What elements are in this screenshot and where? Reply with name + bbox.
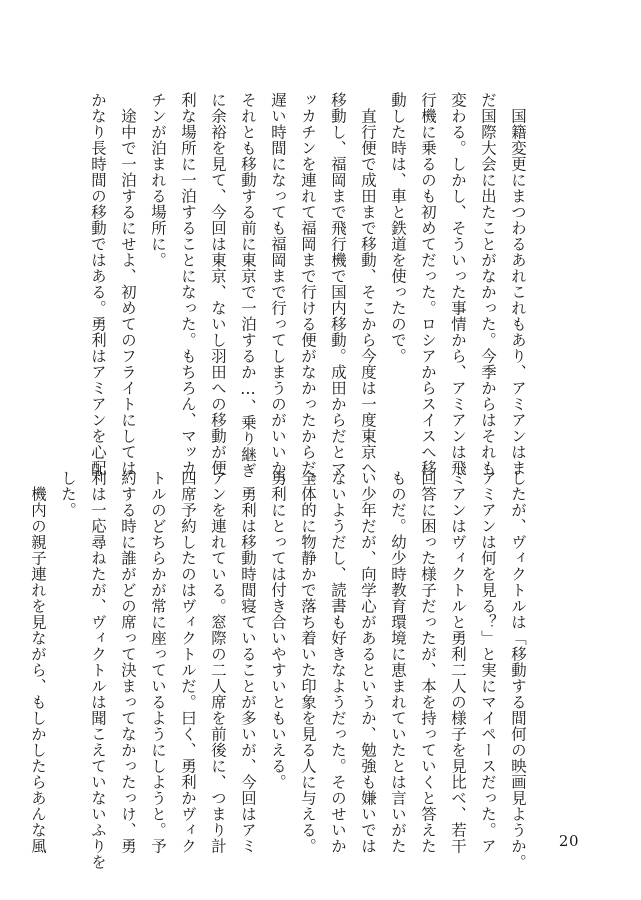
text-line: 約する時に誰がどの席って決まってなかったっけ、勇 [119,470,137,854]
text-line: 四席予約したのはヴィクトルだ。曰く、勇利かヴィク [179,470,197,854]
text-line: 遅い時間になっても福岡まで行ってしまうのがいいか、 [269,92,287,492]
text-line: だ国際大会に出たことがなかった。今季からはそれも [479,92,497,476]
text-line: 機内の親子連れを見ながら、もしかしたらあんな風 [29,470,47,854]
text-line: 変わる。しかし、そういった事情から、アミアンは飛 [449,92,467,476]
text-line: 利は一応尋ねたが、ヴィクトルは聞こえていないふりを [89,470,107,870]
text-line: した。 [59,470,77,518]
text-line: 途中で一泊するにせよ、初めてのフライトにしては [119,92,137,476]
page-number: 20 [558,832,579,850]
text-line: 利な場所に一泊することになった。もちろん、マッカ [179,92,197,476]
text-line: ないようだし、読書も好きなようだった。そのせいか [329,470,347,854]
text-line: かなり長時間の移動ではある。勇利はアミアンを心配 [89,92,107,476]
text-line: 動した時は、車と鉄道を使ったので。 [389,92,407,364]
text-line: アミアンは何を見る？」と実にマイペースだった。ア [479,470,497,854]
text-block-upper [89,92,533,492]
text-line: に余裕を見て、今回は東京、ないし羽田への移動が便 [209,92,227,476]
text-line: したが、ヴィクトルは「移動する間何の映画見ようか。 [509,470,527,870]
text-line: 勇利にとっては付き合いやすいともいえる。 [269,470,287,790]
text-line: チンが泊まれる場所に。 [149,92,167,268]
text-line: アンを連れている。窓際の二人席を前後に、つまり計 [209,470,227,854]
text-line: それとも移動する前に東京で一泊するか…、乗り継ぎ [239,92,257,479]
text-line: 移動し、福岡まで飛行機で国内移動。成田からだとマ [329,92,347,476]
text-line: ッカチンを連れて福岡まで行ける便がなかったからだ。 [299,92,317,492]
text-block-lower [29,470,533,870]
text-line: 回答に困った様子だったが、本を持っていくと答えた [419,470,437,854]
text-line: 直行便で成田まで移動、そこから今度は一度東京へ [359,92,377,476]
text-line: ミアンはヴィクトルと勇利二人の様子を見比べ、若干 [449,470,467,854]
text-line: い少年だが、向学心があるというか、勉強も嫌いでは [359,470,377,854]
text-line: ものだ。幼少時教育環境に恵まれていたとは言いがた [389,470,407,854]
text-line: 勇利は移動時間寝ていることが多いが、今回はアミ [239,470,257,854]
text-line: 行機に乗るのも初めてだった。ロシアからスイスへ移 [419,92,437,476]
text-line: 全体的に物静かで落ち着いた印象を見る人に与える。 [299,470,317,854]
text-line: トルのどちらかが常に座っているようにしようと。予 [149,470,167,854]
text-line: 国籍変更にまつわるあれこれもあり、アミアンはま [509,92,527,476]
